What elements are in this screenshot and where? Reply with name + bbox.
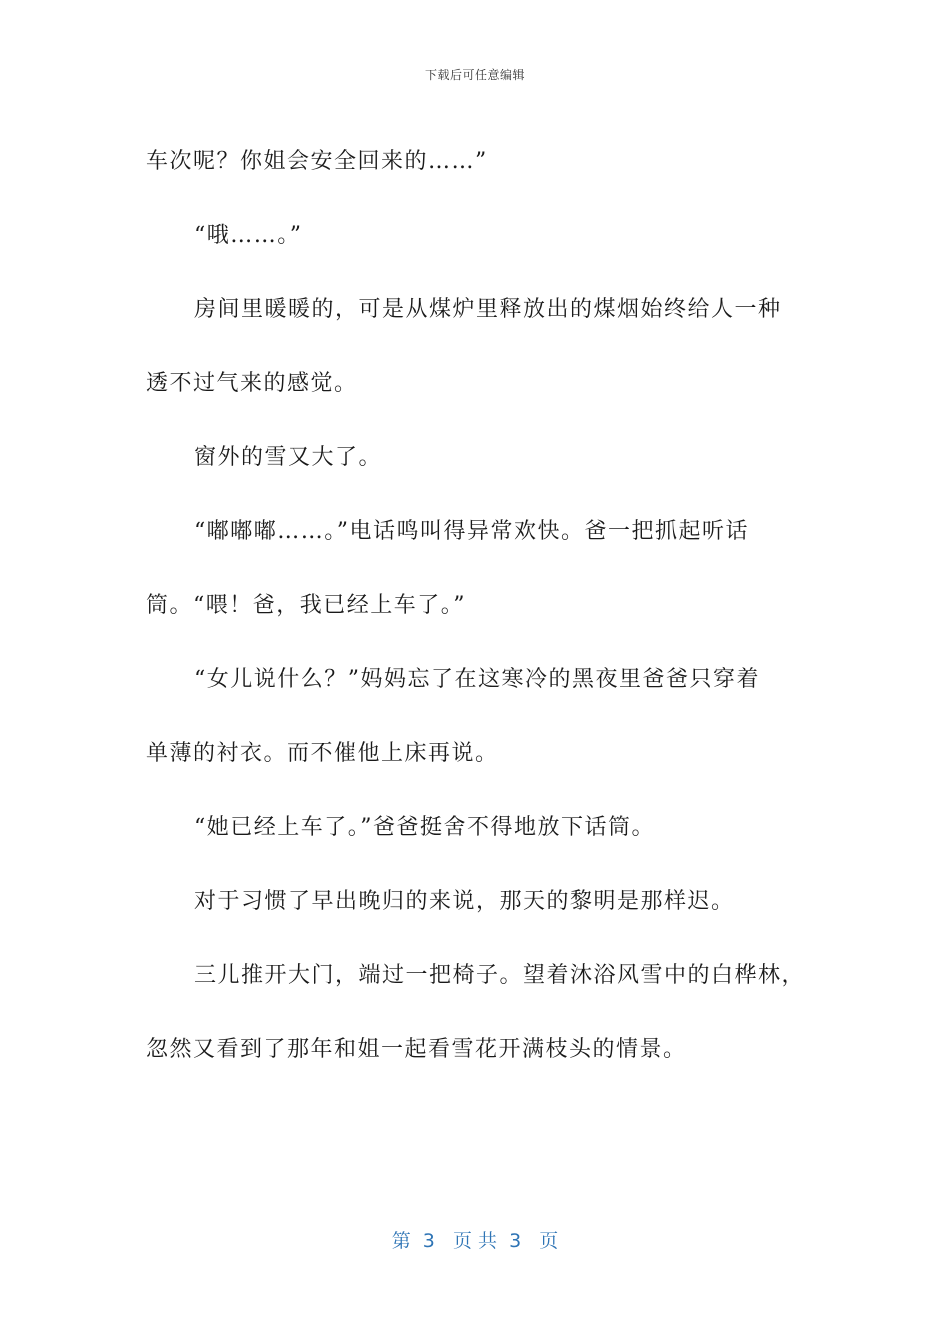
paragraph: “嘟嘟嘟……。”电话鸣叫得异常欢快。爸一把抓起听话 [194, 519, 749, 544]
paragraph: 忽然又看到了那年和姐一起看雪花开满枝头的情景。 [146, 1037, 687, 1062]
page-header: 下载后可任意编辑 [424, 68, 525, 82]
page-number-footer: 第 3 页 共 3 页 [391, 1230, 559, 1252]
paragraph: “她已经上车了。”爸爸挺舍不得地放下话筒。 [194, 815, 655, 840]
paragraph: “女儿说什么？”妈妈忘了在这寒冷的黑夜里爸爸只穿着 [194, 667, 760, 692]
document-body [146, 125, 806, 1087]
paragraph: 单薄的衬衣。而不催他上床再说。 [146, 741, 499, 766]
paragraph: 透不过气来的感觉。 [146, 371, 358, 396]
paragraph: 车次呢？你姐会安全回来的……” [146, 149, 488, 174]
paragraph: 三儿推开大门，端过一把椅子。望着沐浴风雪中的白桦林， [194, 963, 806, 988]
paragraph: “哦……。” [194, 223, 303, 248]
paragraph: 对于习惯了早出晚归的来说，那天的黎明是那样迟。 [194, 889, 735, 914]
paragraph: 筒。“喂！爸，我已经上车了。” [146, 593, 466, 618]
paragraph: 房间里暖暖的，可是从煤炉里释放出的煤烟始终给人一种 [194, 297, 782, 322]
paragraph: 窗外的雪又大了。 [194, 445, 383, 470]
